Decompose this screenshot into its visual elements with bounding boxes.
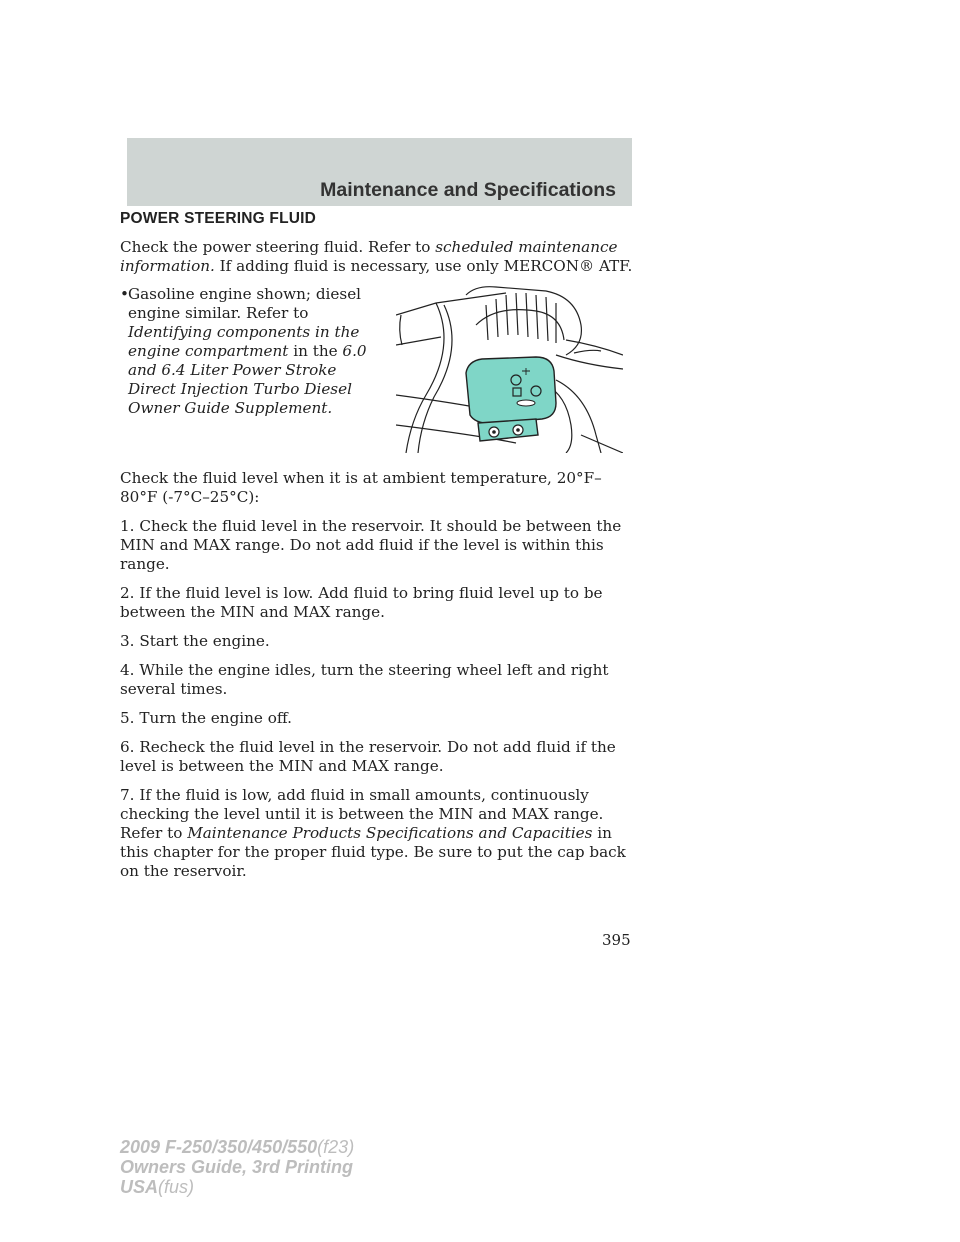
intro-paragraph: [120, 238, 635, 276]
step-7-text-end: in this chapter for the proper fluid type. Be sure to put the cap back on the reservoir.: [120, 824, 626, 880]
footer-line-1: [120, 1137, 354, 1157]
page-number: 395: [602, 931, 631, 949]
header-band: [127, 138, 632, 206]
bullet-block: [120, 285, 635, 455]
step-6: 6. Recheck the fluid level in the reservoir. Do not add fluid if the level is between the MIN and MAX range.: [120, 738, 616, 775]
bullet-marker: •: [120, 285, 129, 303]
bullet-text: Gasoline engine shown; diesel engine similar. Refer to: [128, 285, 362, 322]
step-7: [120, 786, 635, 881]
step-7-reference: Maintenance Products Specifications and Capacities: [187, 824, 593, 842]
step-7-text: 7. If the fluid is low, add fluid in small amounts, continuously checking the level until it is between the MIN and MAX range. Refer to: [120, 786, 604, 842]
ambient-temperature-note: Check the fluid level when it is at ambient temperature, 20°F–80°F (-7°C–25°C):: [120, 469, 602, 506]
bullet-text-mid: in the: [288, 342, 343, 360]
steps-list: [120, 517, 635, 881]
step-2: 2. If the fluid level is low. Add fluid to bring fluid level up to be between the MIN and MAX range.: [120, 584, 603, 621]
footer-line-2: Owners Guide, 3rd Printing: [120, 1157, 354, 1177]
footer-market-code: (fus): [158, 1177, 195, 1197]
footer-line-3: [120, 1177, 354, 1197]
footer-model-code: (f23): [317, 1137, 355, 1157]
intro-text: Check the power steering fluid. Refer to: [120, 238, 436, 256]
bullet-supplement-reference: 6.0 and 6.4 Liter Power Stroke Direct Injection Turbo Diesel Owner Guide Supplement.: [128, 342, 367, 417]
footer-model: 2009 F-250/350/450/550: [120, 1137, 318, 1157]
intro-text-end: If adding fluid is necessary, use only MERCON® ATF.: [214, 257, 633, 275]
document-footer: [120, 1137, 354, 1197]
page-content: [120, 209, 635, 891]
footer-market: USA: [120, 1177, 159, 1197]
reservoir: [466, 357, 556, 441]
step-5: 5. Turn the engine off.: [120, 709, 292, 727]
section-title: POWER STEERING FLUID: [120, 210, 317, 227]
bullet-reference: Identifying components in the engine compartment: [128, 323, 360, 360]
step-1: 1. Check the fluid level in the reservoir. It should be between the MIN and MAX range. Do not add fluid if the level is within this range.: [120, 517, 622, 573]
power-steering-reservoir-illustration: [396, 285, 623, 453]
step-3: 3. Start the engine.: [120, 632, 270, 650]
step-4: 4. While the engine idles, turn the steering wheel left and right several times.: [120, 661, 609, 698]
bullet-item: [120, 285, 388, 418]
intro-reference: scheduled maintenance information.: [120, 238, 618, 275]
chapter-title: Maintenance and Specifications: [320, 179, 616, 201]
